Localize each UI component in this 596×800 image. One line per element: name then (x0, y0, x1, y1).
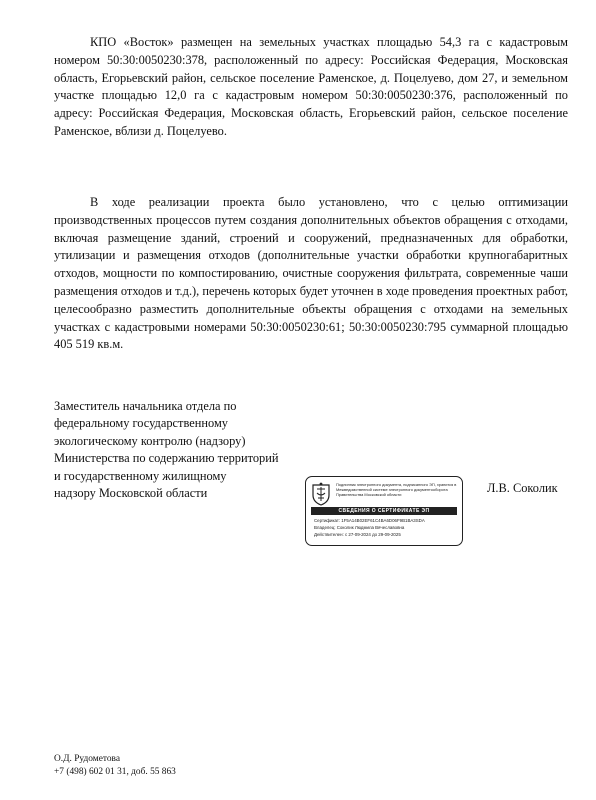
stamp-note: Подлинник электронного документа, подписанного ЭП, хранится в Межведомственной системе электронного документооборота Правительства Московской области (336, 482, 457, 498)
position-line: Министерства по содержанию территорий (54, 451, 279, 466)
position-line: и государственному жилищному (54, 468, 227, 483)
executor-name: О.Д. Рудометова (54, 754, 121, 764)
executor-info (54, 753, 176, 779)
signatory-position (54, 398, 324, 502)
body-paragraph-2: В ходе реализации проекта было установлено, что с целью оптимизации производственных процессов путем создания дополнительных объектов обращения с отходами, включая размещение зданий, строений и сооружений, предназначенных для обработки, утилизации и размещения отходов (дополнительные участки обработки крупногабаритных отходов, мощности по компостированию, очистные сооружения фильтрата, современные чаши размещения отходов и т.д.), перечень которых будет уточнен в ходе проведения проектных работ, целесообразно разместить дополнительные объекты обращения с отходами на земельных участках с кадастровыми номерами 50:30:0050230:61; 50:30:0050230:795 суммарной площадью 405 519 кв.м. (54, 195, 568, 352)
body-paragraph-1: КПО «Восток» размещен на земельных участках площадью 54,3 га с кадастровым номером 50:30:0050230:378, расположенный по адресу: Российская Федерация, Московская область, Егорьевский район, сельское поселение Раменское, д. Поцелуево, дом 27, и земельном участке площадью 12,0 га с кадастровым номером 50:30:0050230:376, расположенный по адресу: Российская Федерация, Московская область, Егорьевский район, сельское поселение Раменское, вблизи д. Поцелуево. (54, 35, 568, 138)
stamp-owner: Владелец: Соколик Людмила Вячеславовна (314, 525, 405, 530)
executor-phone: +7 (498) 602 01 31, доб. 55 863 (54, 767, 176, 777)
stamp-validity: Действителен: с 27-09-2024 до 29-09-2025 (314, 532, 401, 537)
position-line: федеральному государственному (54, 416, 229, 431)
position-line: Заместитель начальника отдела по (54, 399, 237, 413)
signer-name: Л.В. Соколик (487, 481, 558, 495)
stamp-header: СВЕДЕНИЯ О СЕРТИФИКАТЕ ЭП (311, 507, 457, 515)
stamp-certificate: Сертификат: 1F5A14B02EF61C4BA6D06F9B1BA3SDA (314, 518, 425, 523)
position-line: надзору Московской области (54, 486, 208, 501)
coat-of-arms-icon (311, 482, 331, 506)
electronic-signature-stamp (305, 476, 463, 546)
position-line: экологическому контролю (надзору) (54, 433, 246, 448)
